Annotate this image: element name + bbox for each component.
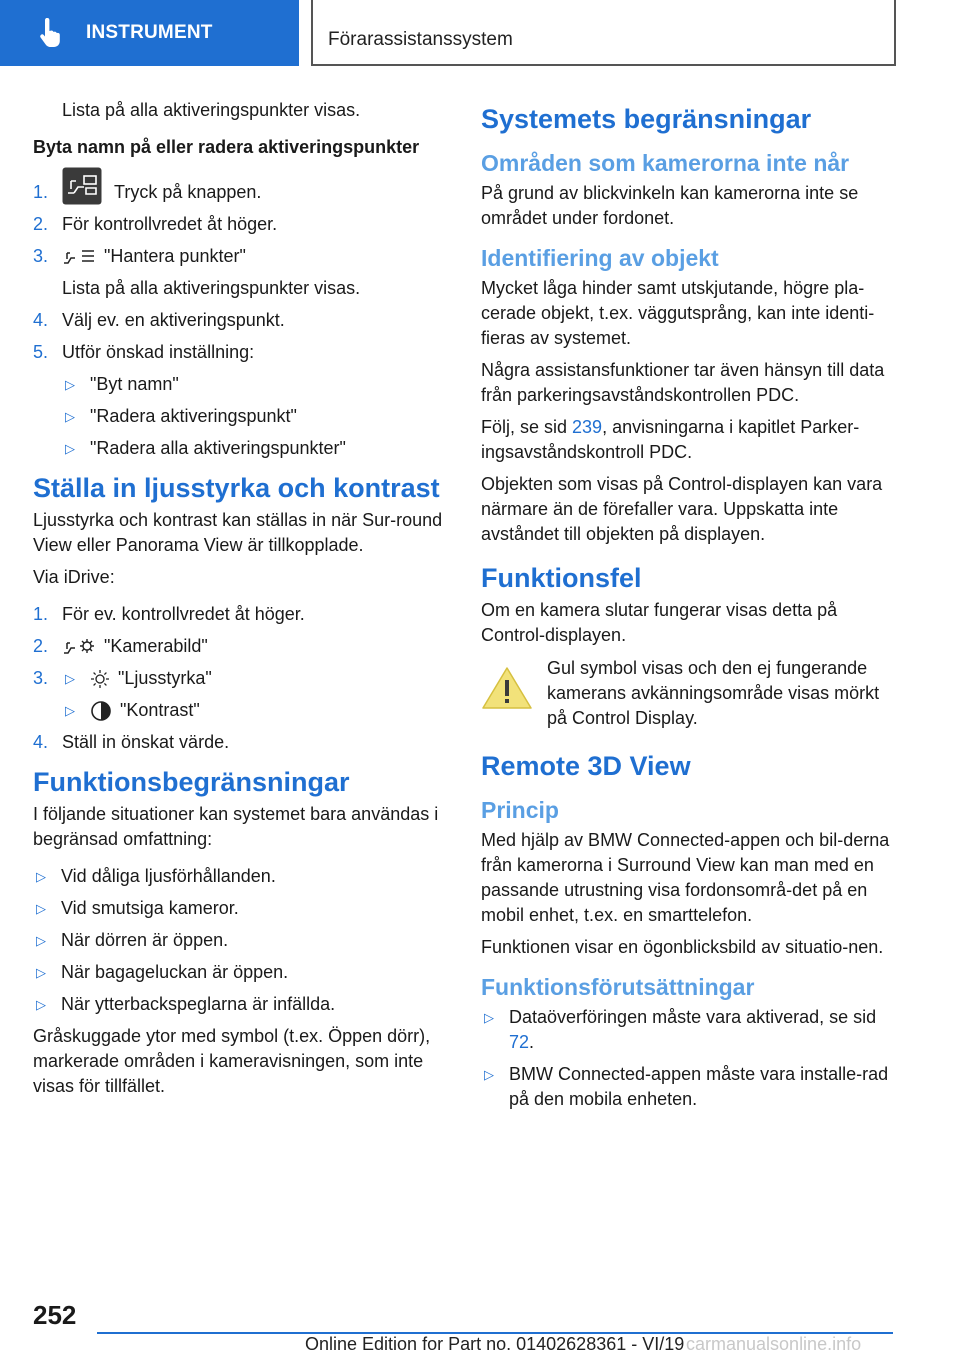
limits-footer: Gråskuggade ytor med symbol (t.ex. Öppen dörr), markerade områden i kameravisningen, som inte visas för tillfället.	[33, 1026, 431, 1096]
brightness-step-4: 4. Ställ in önskat värde.	[33, 732, 230, 752]
chapter-header	[311, 0, 896, 66]
rename-step-1: 1. Tryck på knappen.	[33, 172, 453, 205]
via-idrive: Via iDrive:	[33, 567, 115, 587]
triangle-bullet-icon: ▷	[36, 869, 46, 884]
limits-item-2: ▷ Vid smutsiga kameror.	[33, 896, 453, 921]
contrast-icon	[90, 700, 112, 722]
fault-warning	[481, 656, 901, 731]
principle-text-1: Med hjälp av BMW Connected-appen och bil-derna från kamerorna i Surround View kan man med en passande utrustning visa fordonsområ-det på en mobil enhet, t.ex. en smarttelefon.	[481, 830, 890, 925]
camera-points-button-icon	[62, 167, 102, 205]
object-ident-text-1: Mycket låga hinder samt utskjutande, högre pla-cerade objekt, t.ex. väggutsprång, kan inte identi-fieras av systemet.	[481, 278, 875, 348]
brightness-step-1: 1. För ev. kontrollvredet åt höger.	[33, 604, 305, 624]
triangle-bullet-icon: ▷	[65, 441, 75, 456]
limits-item-1: ▷ Vid dåliga ljusförhållanden.	[33, 864, 453, 889]
rename-step-4: 4. Välj ev. en aktiveringspunkt.	[33, 310, 285, 330]
triangle-bullet-icon: ▷	[36, 997, 46, 1012]
triangle-bullet-icon: ▷	[36, 933, 46, 948]
triangle-bullet-icon: ▷	[484, 1010, 494, 1025]
rename-option-2: ▷ "Radera aktiveringspunkt"	[33, 404, 453, 429]
left-column	[33, 98, 453, 1106]
page-link-239[interactable]: 239	[572, 417, 603, 437]
principle-heading: Princip	[481, 797, 559, 823]
limits-text: I följande situationer kan systemet bara användas i begränsad omfattning:	[33, 804, 439, 849]
rename-option-1: ▷ "Byt namn"	[33, 372, 453, 397]
camera-areas-heading: Områden som kamerorna inte når	[481, 150, 850, 176]
remote-3d-heading: Remote 3D View	[481, 751, 691, 781]
system-limits-heading: Systemets begränsningar	[481, 104, 812, 134]
rename-step-3-text: "Hantera punkter"	[104, 246, 246, 266]
limits-item-3: ▷ När dörren är öppen.	[33, 928, 453, 953]
intro-result: Lista på alla aktiveringspunkter visas.	[62, 100, 361, 120]
prereq-heading: Funktionsförutsättningar	[481, 974, 755, 1000]
rename-step-5: 5. Utför önskad inställning:	[33, 342, 255, 362]
triangle-bullet-icon: ▷	[65, 671, 75, 686]
camera-areas-text: På grund av blickvinkeln kan kamerorna inte se området under fordonet.	[481, 183, 859, 228]
triangle-bullet-icon: ▷	[36, 901, 46, 916]
triangle-bullet-icon: ▷	[65, 377, 75, 392]
manage-points-icon	[62, 247, 96, 267]
brightness-heading: Ställa in ljusstyrka och kontrast	[33, 473, 440, 503]
brightness-icon	[90, 669, 110, 689]
rename-step-3-note: Lista på alla aktiveringspunkter visas.	[62, 278, 361, 298]
fault-heading: Funktionsfel	[481, 563, 642, 593]
fault-warning-text: Gul symbol visas och den ej fungerande kamerans avkänningsområde visas mörkt på Control Display.	[547, 658, 880, 728]
edition-text: Online Edition for Part no. 01402628361 - VI/19	[305, 1334, 685, 1354]
fault-text: Om en kamera slutar fungerar visas detta på Control-displayen.	[481, 600, 838, 645]
hand-pointer-icon	[38, 18, 64, 48]
object-ident-text-4: Objekten som visas på Control-displayen kan vara närmare än de förefaller vara. Uppskatta inte avståndet till objekten på displayen.	[481, 474, 883, 544]
prereq-item-1: ▷ Dataöverföringen måste vara aktiverad, se sid 72.	[481, 1005, 901, 1055]
limits-item-5: ▷ När ytterbackspeglarna är infällda.	[33, 992, 453, 1017]
triangle-bullet-icon: ▷	[484, 1067, 494, 1082]
right-column	[481, 98, 901, 1119]
brightness-step-3: 3. ▷ "Ljusstyrka" ▷ "Kontrast"	[33, 666, 453, 723]
object-ident-heading: Identifiering av objekt	[481, 245, 719, 271]
object-ident-text-3: Följ, se sid 239, anvisningarna i kapitlet Parker-ingsavståndskontroll PDC.	[481, 417, 860, 462]
watermark: carmanualsonline.info	[686, 1334, 862, 1354]
limits-item-4: ▷ När bagageluckan är öppen.	[33, 960, 453, 985]
rename-step-3: 3. "Hantera punkter" Lista på alla aktiveringspunkter visas.	[33, 244, 453, 301]
triangle-bullet-icon: ▷	[65, 409, 75, 424]
principle-text-2: Funktionen visar en ögonblicksbild av situatio-nen.	[481, 937, 884, 957]
brightness-text: Ljusstyrka och kontrast kan ställas in när Sur-round View eller Panorama View är tillkopplade.	[33, 510, 443, 555]
rename-option-3: ▷ "Radera alla aktiveringspunkter"	[33, 436, 453, 461]
chapter-title: Förarassistanssystem	[328, 29, 513, 50]
limits-heading: Funktionsbegränsningar	[33, 767, 350, 797]
section-tab	[0, 0, 299, 66]
camera-settings-icon	[62, 637, 96, 657]
object-ident-text-2: Några assistansfunktioner tar även hänsyn till data från parkeringsavståndskontrollen PDC.	[481, 360, 885, 405]
page-link-72[interactable]: 72	[509, 1032, 530, 1052]
prereq-item-2: ▷ BMW Connected-appen måste vara installe-rad på den mobila enheten.	[481, 1062, 901, 1112]
rename-heading: Byta namn på eller radera aktiveringspunkter	[33, 137, 420, 157]
page-number: 252	[33, 1300, 77, 1330]
section-label: INSTRUMENT	[86, 22, 213, 43]
warning-triangle-icon	[481, 666, 533, 710]
triangle-bullet-icon: ▷	[36, 965, 46, 980]
triangle-bullet-icon: ▷	[65, 703, 75, 718]
brightness-step-2: 2. "Kamerabild"	[33, 636, 208, 656]
rename-step-2: 2. För kontrollvredet åt höger.	[33, 214, 278, 234]
rename-step-1-text: Tryck på knappen.	[114, 182, 262, 202]
